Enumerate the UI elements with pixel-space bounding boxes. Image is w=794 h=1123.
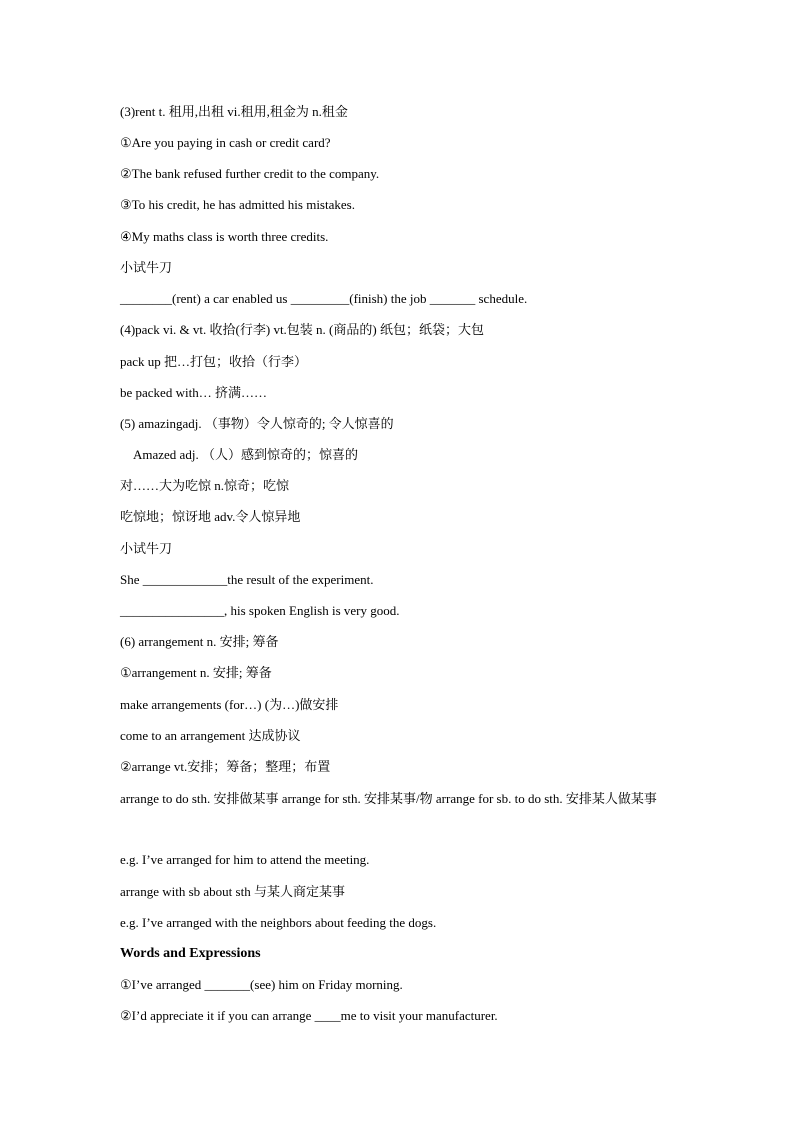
credit-example-1: ①Are you paying in cash or credit card? — [120, 135, 331, 150]
words-expressions-heading: Words and Expressions — [120, 946, 261, 961]
arrangement-definition: ①arrangement n. 安排; 筹备 — [120, 665, 272, 680]
arrangement-heading: (6) arrangement n. 安排; 筹备 — [120, 634, 279, 649]
practice-title-2: 小试牛刀 — [120, 541, 173, 556]
credit-example-2: ②The bank refused further credit to the company. — [120, 166, 380, 181]
amazed-definition: Amazed adj. （人）感到惊奇的；惊喜的 — [133, 447, 358, 462]
amazedly-phrase: 吃惊地；惊讶地 adv.令人惊异地 — [120, 509, 301, 524]
practice-sentence-2: She _____________the result of the experiment. — [120, 572, 374, 587]
amazed-at-phrase: 对……大为吃惊 n.惊奇；吃惊 — [120, 478, 290, 493]
credit-example-4: ④My maths class is worth three credits. — [120, 229, 329, 244]
arrange-definition: ②arrange vt.安排；筹备；整理；布置 — [120, 759, 331, 774]
exercise-sentence-1: ①I’ve arranged _______(see) him on Friday morning. — [120, 977, 403, 992]
pack-heading: (4)pack vi. & vt. 收拾(行李) vt.包装 n. (商品的) 纸包；纸袋；大包 — [120, 322, 484, 337]
arrange-example-2: e.g. I’ve arranged with the neighbors about feeding the dogs. — [120, 915, 437, 930]
exercise-sentence-2: ②I’d appreciate it if you can arrange ____me to visit your manufacturer. — [120, 1008, 498, 1023]
amazing-heading: (5) amazingadj. （事物）令人惊奇的; 令人惊喜的 — [120, 416, 394, 431]
practice-title-1: 小试牛刀 — [120, 260, 173, 275]
be-packed-with-phrase: be packed with… 挤满…… — [120, 385, 267, 400]
practice-sentence-1: ________(rent) a car enabled us _________(finish) the job _______ schedule. — [120, 291, 528, 306]
rent-heading: (3)rent t. 租用,出租 vi.租用,租金为 n.租金 — [120, 104, 348, 119]
practice-sentence-3: ________________, his spoken English is very good. — [120, 603, 400, 618]
credit-example-3: ③To his credit, he has admitted his mistakes. — [120, 197, 355, 212]
arrange-example-1: e.g. I’ve arranged for him to attend the meeting. — [120, 852, 370, 867]
come-to-arrangement-phrase: come to an arrangement 达成协议 — [120, 728, 301, 743]
arrange-usage: arrange to do sth. 安排做某事 arrange for sth. 安排某事/物 arrange for sb. to do sth. 安排某人做某事 — [120, 791, 657, 806]
make-arrangements-phrase: make arrangements (for…) (为…)做安排 — [120, 697, 339, 712]
arrange-with-phrase: arrange with sb about sth 与某人商定某事 — [120, 884, 345, 899]
pack-up-phrase: pack up 把…打包；收拾（行李） — [120, 354, 308, 369]
